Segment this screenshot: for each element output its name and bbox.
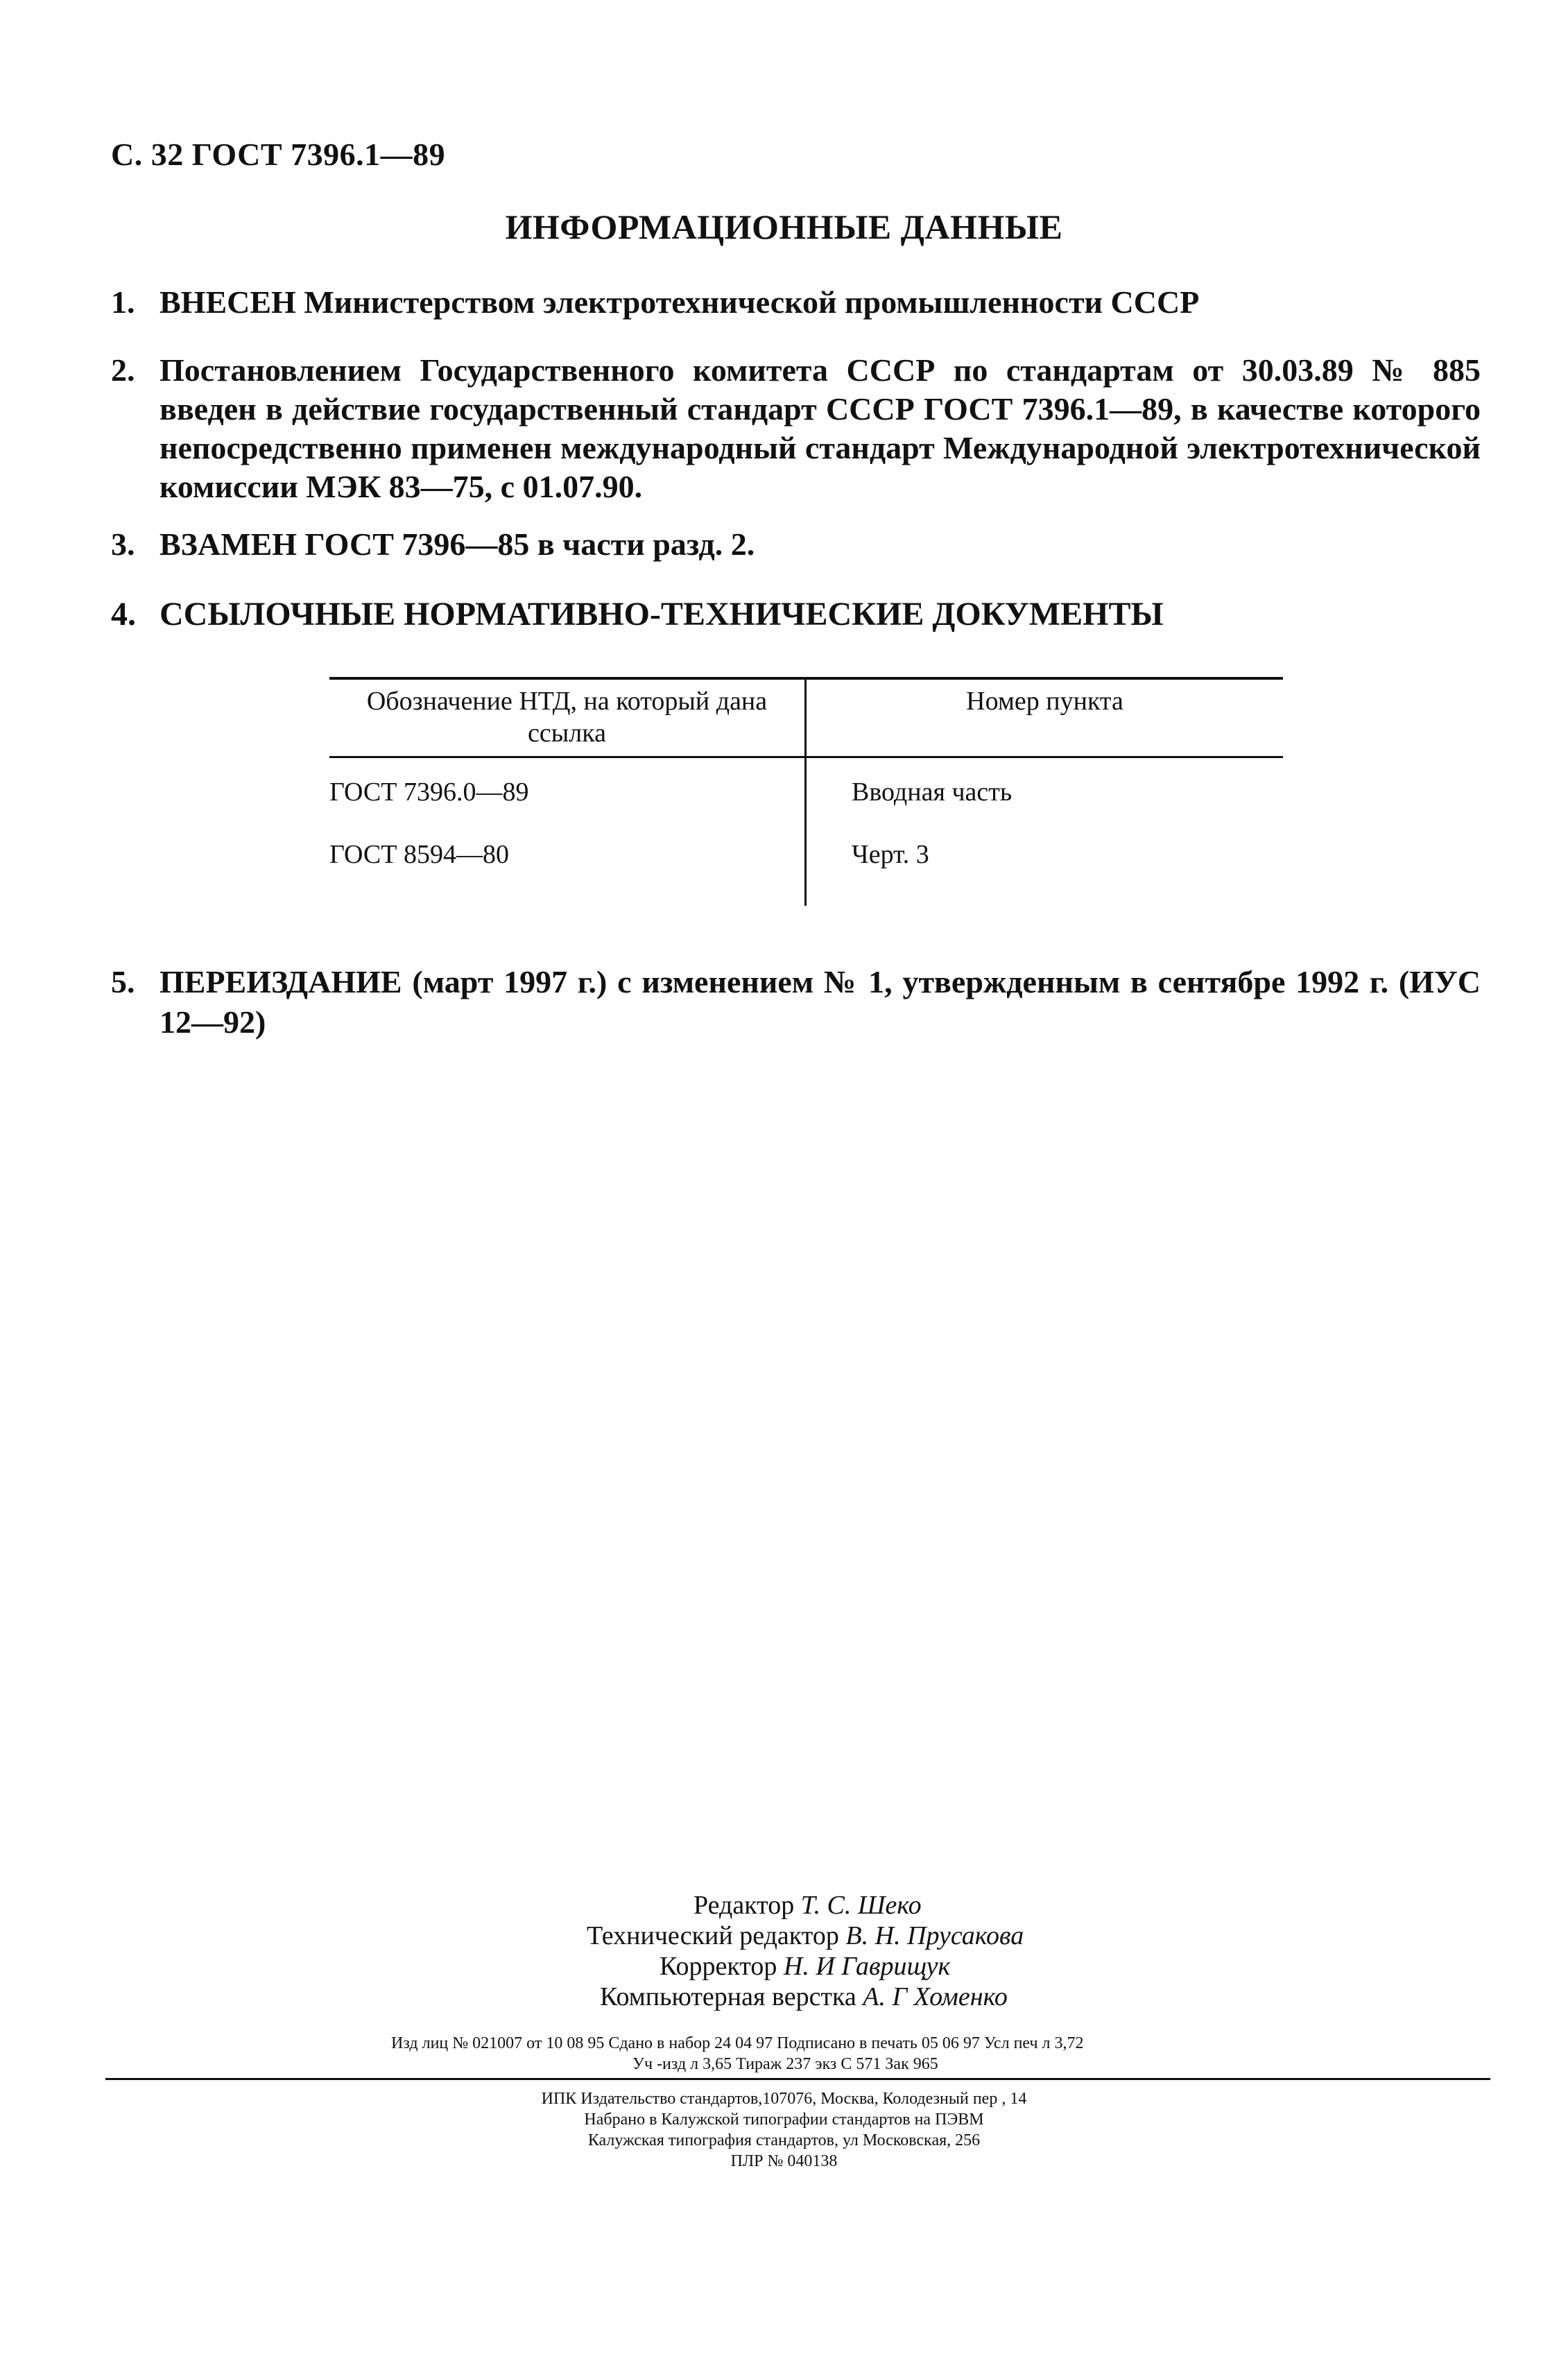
reference-table: [329, 677, 1283, 906]
item-number: 1.: [111, 284, 135, 320]
credit-line: [587, 1921, 1024, 1951]
page-header: С. 32 ГОСТ 7396.1—89: [111, 137, 446, 172]
credit-role: Технический редактор: [587, 1921, 839, 1950]
credit-role: Редактор: [693, 1891, 795, 1920]
credit-line: [660, 1951, 950, 1982]
table-header-clause: Номер пункта: [966, 687, 1123, 716]
credit-role: Корректор: [660, 1952, 777, 1981]
info-item: [111, 962, 1481, 1042]
publisher-line: ПЛР № 040138: [730, 2152, 838, 2170]
print-details-line: Изд лиц № 021007 от 10 08 95 Сдано в набор 24 04 97 Подписано в печать 05 06 97 Усл печ л 3,72: [391, 2034, 1084, 2052]
credit-name: В. Н. Прусакова: [845, 1921, 1024, 1950]
table-cell-clause: Вводная часть: [852, 778, 1013, 807]
print-details-line: Уч -изд л 3,65 Тираж 237 экз С 571 Зак 965: [632, 2055, 938, 2073]
item-text: ВЗАМЕН ГОСТ 7396—85 в части разд. 2.: [160, 526, 755, 562]
publisher-line: Набрано в Калужской типографии стандартов на ПЭВМ: [584, 2111, 984, 2129]
info-item: [111, 595, 1481, 634]
item-number: 4.: [111, 596, 136, 633]
imprint-divider: [105, 2078, 1490, 2080]
table-header-document: Обозначение НТД, на который дана ссылка: [366, 687, 768, 748]
item-text: ВНЕСЕН Министерством электротехнической промышленности СССР: [160, 284, 1200, 320]
table-cell-document: ГОСТ 7396.0—89: [329, 778, 529, 807]
page-title: ИНФОРМАЦИОННЫЕ ДАННЫЕ: [505, 207, 1063, 246]
item-text: ПЕРЕИЗДАНИЕ (март 1997 г.) с изменением № 1, утвержденным в сентябре 1992 г. (ИУС 12—92): [160, 964, 1481, 1040]
table-cell-clause: Черт. 3: [852, 840, 929, 869]
info-item: [111, 525, 1481, 564]
table-cell-document: ГОСТ 8594—80: [329, 840, 509, 869]
item-text: Постановлением Государственного комитета СССР по стандартам от 30.03.89 № 885 введен в действие государственный стандарт СССР ГОСТ 7396.1—89, в качестве которого непосредственно применен международный стандарт Международной электротехнической комиссии МЭК 83—75, с 01.07.90.: [160, 352, 1481, 504]
item-number: 2.: [111, 352, 135, 388]
credit-name: А. Г Хоменко: [863, 1982, 1008, 2011]
item-text: ССЫЛОЧНЫЕ НОРМАТИВНО-ТЕХНИЧЕСКИЕ ДОКУМЕНТЫ: [160, 596, 1164, 633]
credit-name: Н. И Гаврищук: [783, 1952, 951, 1981]
credit-name: Т. С. Шеко: [800, 1891, 922, 1920]
credit-line: [600, 1982, 1008, 2012]
info-item: [111, 283, 1481, 322]
publisher-line: Калужская типография стандартов, ул Московская, 256: [587, 2131, 981, 2149]
publisher-line: ИПК Издательство стандартов,107076, Москва, Колодезный пер , 14: [541, 2090, 1027, 2108]
item-number: 3.: [111, 526, 135, 562]
item-number: 5.: [111, 964, 135, 999]
credit-line: [693, 1890, 922, 1921]
credit-role: Компьютерная верстка: [600, 1982, 856, 2011]
info-item: [111, 351, 1481, 506]
